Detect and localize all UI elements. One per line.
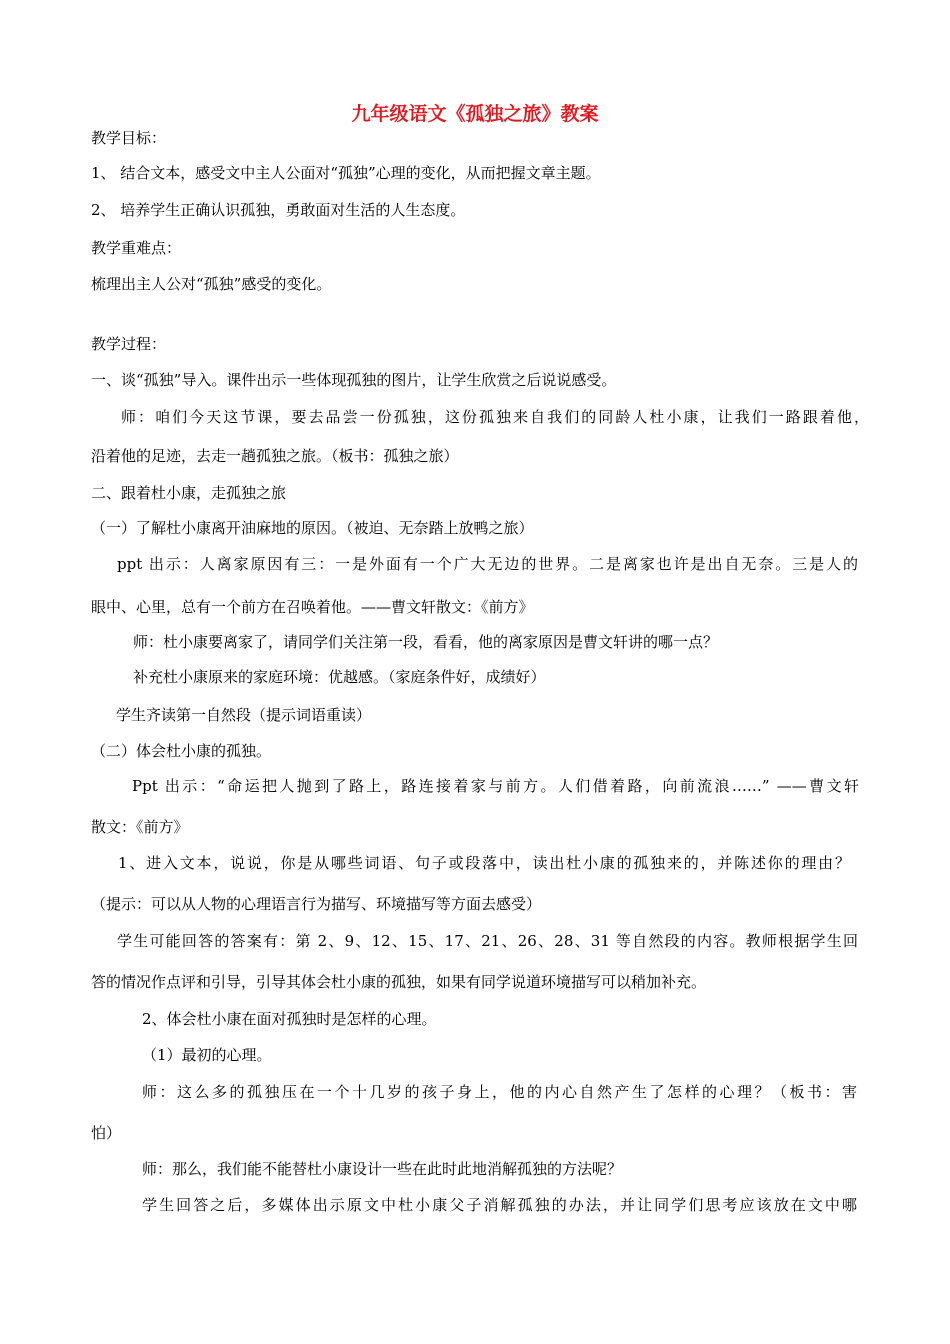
step-one-heading: 一、谈“孤独”导入。课件出示一些体现孤独的图片，让学生欣赏之后说说感受。 xyxy=(91,371,617,389)
paragraph-line: 师：这么多的孤独压在一个十几岁的孩子身上，他的内心自然产生了怎样的心理？（板书：害 xyxy=(142,1083,857,1101)
section-heading-objectives: 教学目标： xyxy=(91,129,167,147)
paragraph-line: 师：那么，我们能不能替杜小康设计一些在此时此地消解孤独的方法呢？ xyxy=(142,1160,623,1178)
step-two-heading: 二、跟着杜小康，走孤独之旅 xyxy=(91,484,287,502)
paragraph-line: 2、体会杜小康在面对孤独时是怎样的心理。 xyxy=(142,1010,437,1028)
paragraph-line: ppt 出示：人离家原因有三：一是外面有一个广大无边的世界。二是离家也许是出自无奈。三是人的 xyxy=(117,555,858,573)
paragraph-line: （1）最初的心理。 xyxy=(142,1046,272,1064)
paragraph-line: Ppt 出示：“命运把人抛到了路上，路连接着家与前方。人们借着路，向前流浪……” ——曹文轩 xyxy=(132,777,859,795)
paragraph-line: 补充杜小康原来的家庭环境：优越感。（家庭条件好，成绩好） xyxy=(133,668,546,686)
paragraph-line: 师：杜小康要离家了，请同学们关注第一段，看看，他的离家原因是曹文轩讲的哪一点？ xyxy=(133,633,719,651)
paragraph-line: 师：咱们今天这节课，要去品尝一份孤独，这份孤独来自我们的同龄人杜小康，让我们一路跟着他， xyxy=(121,408,869,426)
paragraph-line: 眼中、心里，总有一个前方在召唤着他。——曹文轩散文：《前方》 xyxy=(91,598,534,616)
paragraph-line: 答的情况作点评和引导，引导其体会杜小康的孤独，如果有同学说道环境描写可以稍加补充。 xyxy=(91,973,707,991)
paragraph-line: 学生可能回答的答案有：第 2、9、12、15、17、21、26、28、31 等自然段的内容。教师根据学生回 xyxy=(117,932,858,950)
paragraph-line: 怕） xyxy=(91,1124,122,1142)
section-heading-process: 教学过程： xyxy=(91,335,167,353)
paragraph-line: （提示：可以从人物的心理语言行为描写、环境描写等方面去感受） xyxy=(91,895,542,913)
document-title: 九年级语文《孤独之旅》教案 xyxy=(351,103,599,125)
subsection-heading-2: （二）体会杜小康的孤独。 xyxy=(91,742,272,760)
paragraph-line: 学生齐读第一自然段（提示词语重读） xyxy=(116,706,372,724)
subsection-heading-1: （一）了解杜小康离开油麻地的原因。（被迫、无奈踏上放鸭之旅） xyxy=(91,519,534,537)
objective-item-2: 2、 培养学生正确认识孤独，勇敢面对生活的人生态度。 xyxy=(91,201,466,219)
key-point-text: 梳理出主人公对“孤独”感受的变化。 xyxy=(91,275,332,293)
paragraph-line: 1、进入文本，说说，你是从哪些词语、句子或段落中，读出杜小康的孤独来的，并陈述你的理由？ xyxy=(118,854,850,872)
paragraph-line: 学生回答之后，多媒体出示原文中杜小康父子消解孤独的办法，并让同学们思考应该放在文中哪 xyxy=(142,1196,857,1214)
section-heading-key-points: 教学重难点： xyxy=(91,239,182,257)
objective-item-1: 1、 结合文本，感受文中主人公面对“孤独”心理的变化，从而把握文章主题。 xyxy=(91,164,601,182)
paragraph-line: 沿着他的足迹，去走一趟孤独之旅。（板书：孤独之旅） xyxy=(91,447,459,465)
paragraph-line: 散文：《前方》 xyxy=(91,818,189,836)
